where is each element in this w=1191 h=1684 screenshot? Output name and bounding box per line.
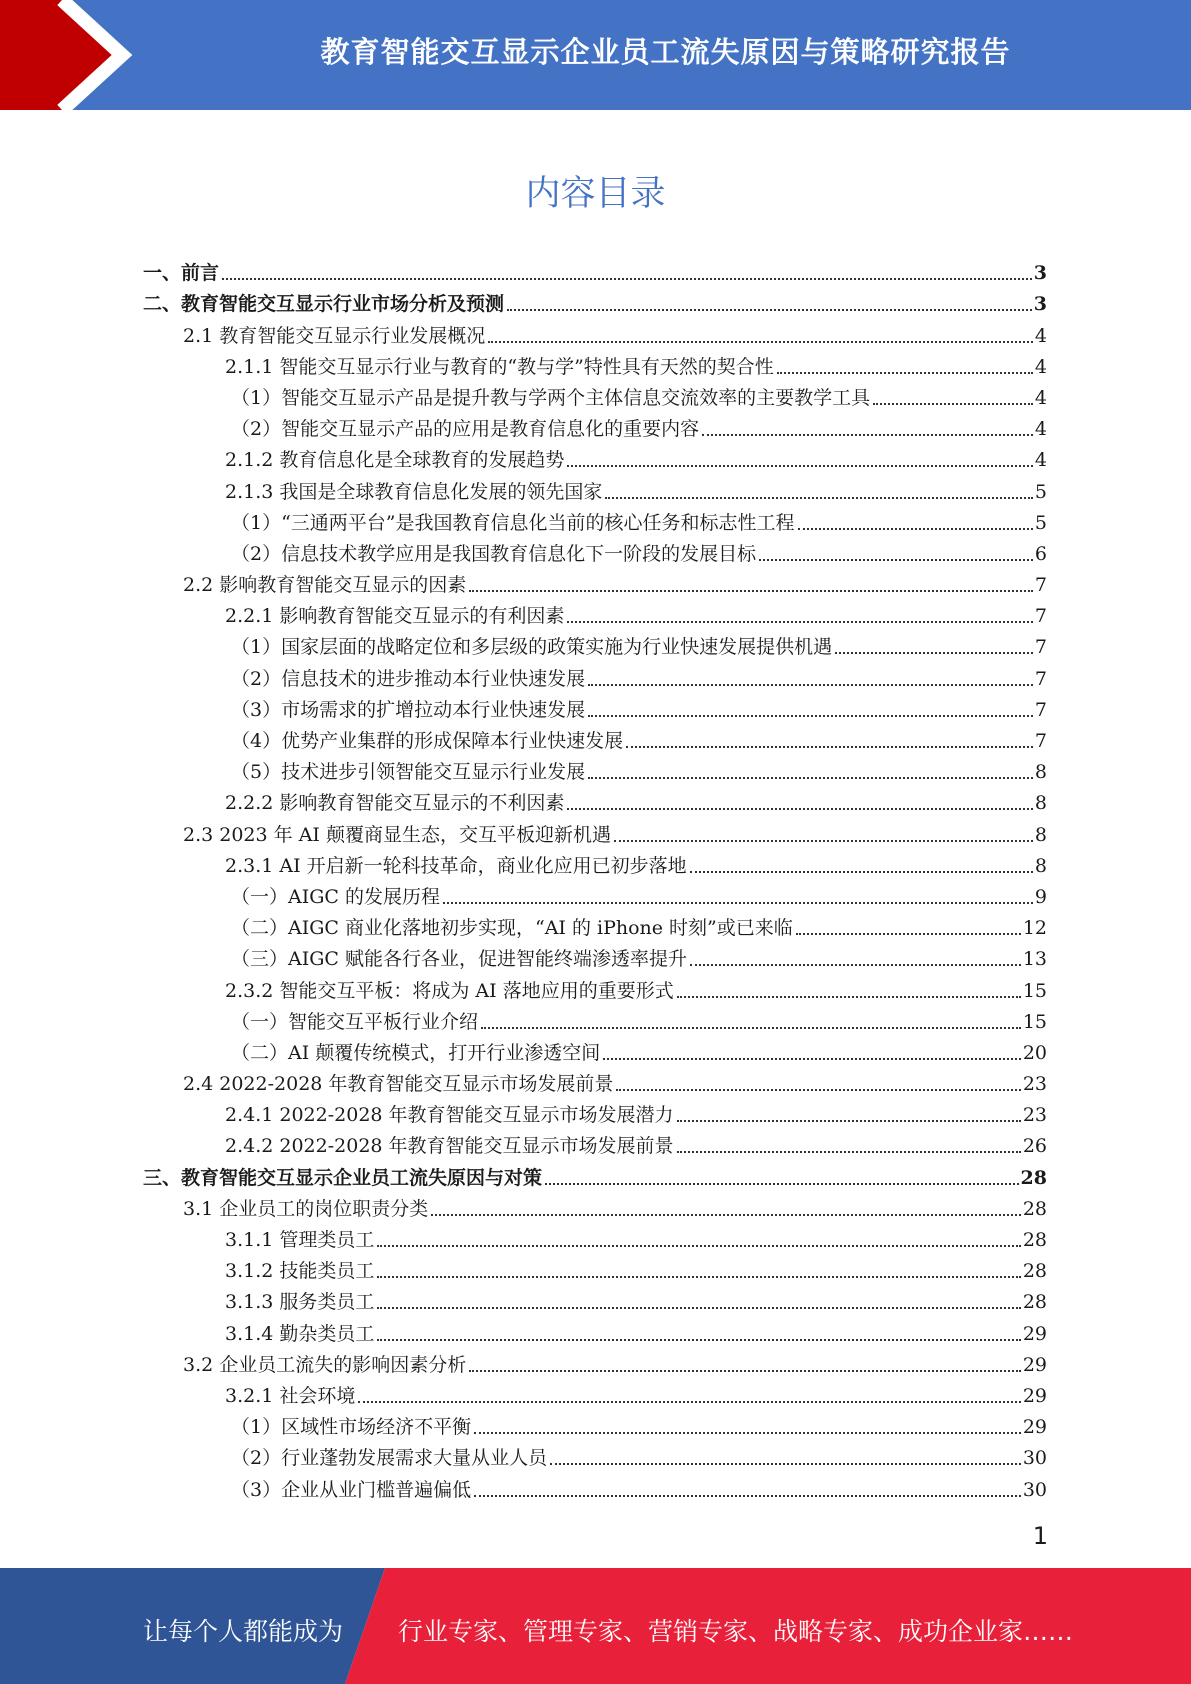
toc-entry-page: 29 <box>1022 1384 1047 1407</box>
dot-leader <box>377 1245 1020 1247</box>
toc-entry-text: 2.1.1 智能交互显示行业与教育的“教与学”特性具有天然的契合性 <box>225 355 774 378</box>
toc-entry[interactable] <box>143 628 1047 659</box>
toc-entry-text: 3.1.1 管理类员工 <box>225 1229 375 1251</box>
toc-entry[interactable] <box>143 847 1047 878</box>
toc-entry-page: 7 <box>1034 667 1047 690</box>
toc-entry[interactable] <box>143 348 1047 379</box>
toc-entry-page: 4 <box>1034 386 1047 409</box>
toc-entry-text: （一）AIGC 的发展历程 <box>231 885 440 908</box>
toc-entry-page: 23 <box>1022 1073 1047 1096</box>
dot-leader <box>469 590 1033 592</box>
toc-entry[interactable] <box>143 316 1047 347</box>
toc-entry-text: （2）信息技术教学应用是我国教育信息化下一阶段的发展目标 <box>231 542 757 565</box>
dot-leader <box>377 1307 1020 1309</box>
dot-leader <box>796 933 1021 935</box>
dot-leader <box>567 621 1033 623</box>
dot-leader <box>588 684 1033 686</box>
toc-entry-page: 13 <box>1022 948 1047 971</box>
toc-entry[interactable] <box>143 1003 1047 1034</box>
toc-entry-text: （1）区域性市场经济不平衡 <box>231 1416 472 1439</box>
toc-entry[interactable] <box>143 722 1047 753</box>
toc-entry[interactable] <box>143 441 1047 472</box>
toc-entry-page: 8 <box>1034 792 1047 815</box>
toc-entry[interactable] <box>143 1158 1047 1189</box>
dot-leader <box>614 840 1033 842</box>
dot-leader <box>358 1401 1020 1403</box>
toc-entry-text: （二）AI 颠覆传统模式，打开行业渗透空间 <box>231 1041 601 1064</box>
toc-entry-text: 2.2 影响教育智能交互显示的因素 <box>183 574 467 597</box>
toc-entry[interactable] <box>143 1377 1047 1408</box>
toc-entry-page: 28 <box>1020 1166 1047 1189</box>
toc-entry[interactable] <box>143 1346 1047 1377</box>
red-arrow-shape <box>0 0 125 110</box>
toc-entry-text: 2.1.2 教育信息化是全球教育的发展趋势 <box>225 449 565 472</box>
toc-entry-text: （2）信息技术的进步推动本行业快速发展 <box>231 667 586 690</box>
toc-entry-text: （2）智能交互显示产品的应用是教育信息化的重要内容 <box>231 418 700 441</box>
toc-entry-page: 7 <box>1034 730 1047 752</box>
dot-leader <box>377 1339 1020 1341</box>
dot-leader <box>605 497 1033 499</box>
toc-entry-text: （3）市场需求的扩增拉动本行业快速发展 <box>231 698 586 721</box>
toc-entry-page: 6 <box>1034 542 1047 565</box>
toc-entry[interactable] <box>143 566 1047 597</box>
toc-entry-page: 29 <box>1022 1353 1047 1376</box>
toc-entry-text: 一、前言 <box>143 262 220 285</box>
toc-entry-text: （4）优势产业集群的形成保障本行业快速发展 <box>231 730 624 752</box>
toc-entry[interactable] <box>143 1470 1047 1501</box>
table-of-contents <box>143 254 1047 1502</box>
dot-leader <box>616 1089 1020 1091</box>
toc-entry-text: 3.1.2 技能类员工 <box>225 1260 375 1283</box>
toc-entry-text: （三）AIGC 赋能各行各业，促进智能终端渗透率提升 <box>231 948 687 971</box>
page-number: 1 <box>1032 1522 1048 1550</box>
toc-entry-text: 2.2.2 影响教育智能交互显示的不利因素 <box>225 792 565 815</box>
toc-entry-page: 4 <box>1034 418 1047 441</box>
toc-entry[interactable] <box>143 1096 1047 1127</box>
toc-entry[interactable] <box>143 379 1047 410</box>
toc-entry-page: 4 <box>1034 324 1047 347</box>
dot-leader <box>626 746 1033 748</box>
toc-entry-text: （1）智能交互显示产品是提升教与学两个主体信息交流效率的主要教学工具 <box>231 386 871 409</box>
toc-entry-page: 28 <box>1022 1197 1047 1220</box>
footer-slogan-right: 行业专家、管理专家、营销专家、战略专家、成功企业家…… <box>398 1617 1074 1646</box>
dot-leader <box>677 1151 1021 1153</box>
toc-entry-page: 28 <box>1022 1260 1047 1283</box>
toc-entry-page: 4 <box>1034 449 1047 472</box>
dot-leader <box>777 372 1033 374</box>
toc-entry-text: 二、教育智能交互显示行业市场分析及预测 <box>143 293 505 316</box>
dot-leader <box>588 715 1033 717</box>
toc-entry-page: 28 <box>1022 1291 1047 1314</box>
toc-entry-page: 7 <box>1034 636 1047 659</box>
toc-entry[interactable] <box>143 1439 1047 1470</box>
toc-entry[interactable] <box>143 1408 1047 1439</box>
dot-leader <box>798 528 1033 530</box>
dot-leader <box>377 1276 1020 1278</box>
toc-entry-page: 30 <box>1022 1478 1047 1501</box>
dot-leader <box>545 1183 1019 1185</box>
dot-leader <box>567 808 1033 810</box>
toc-entry-text: （1）“三通两平台”是我国教育信息化当前的核心任务和标志性工程 <box>231 511 795 534</box>
toc-entry-text: 2.3 2023 年 AI 颠覆商显生态，交互平板迎新机遇 <box>183 823 611 846</box>
dot-leader <box>873 403 1033 405</box>
dot-leader <box>702 434 1033 436</box>
dot-leader <box>481 1027 1021 1029</box>
toc-entry[interactable] <box>143 691 1047 722</box>
dot-leader <box>488 341 1033 343</box>
dot-leader <box>443 902 1033 904</box>
toc-entry-text: （2）行业蓬勃发展需求大量从业人员 <box>231 1447 548 1470</box>
toc-entry-text: 3.2.1 社会环境 <box>225 1384 356 1407</box>
toc-entry-text: （二）AIGC 商业化落地初步实现，“AI 的 iPhone 时刻”或已来临 <box>231 917 793 940</box>
toc-entry-text: 2.1.3 我国是全球教育信息化发展的领先国家 <box>225 480 603 503</box>
toc-entry-text: （1）国家层面的战略定位和多层级的政策实施为行业快速发展提供机遇 <box>231 636 833 659</box>
toc-entry-text: 3.1.4 勤杂类员工 <box>225 1322 375 1345</box>
toc-entry-page: 8 <box>1034 854 1047 877</box>
toc-entry-text: 3.2 企业员工流失的影响因素分析 <box>183 1353 467 1376</box>
toc-entry-text: 2.3.2 智能交互平板：将成为 AI 落地应用的重要形式 <box>225 979 674 1002</box>
dot-leader <box>550 1463 1021 1465</box>
toc-entry-page: 23 <box>1022 1104 1047 1127</box>
toc-entry-text: 2.1 教育智能交互显示行业发展概况 <box>183 324 486 347</box>
toc-heading: 内容目录 <box>525 174 666 214</box>
toc-entry-page: 8 <box>1034 823 1047 846</box>
toc-entry[interactable] <box>143 254 1047 285</box>
toc-entry-text: 三、教育智能交互显示企业员工流失原因与对策 <box>143 1166 543 1189</box>
dot-leader <box>567 465 1033 467</box>
toc-entry-page: 26 <box>1022 1135 1047 1158</box>
toc-entry[interactable] <box>143 1034 1047 1065</box>
toc-entry-page: 8 <box>1034 761 1047 784</box>
page-header-band <box>0 0 1191 110</box>
toc-entry[interactable] <box>143 285 1047 316</box>
toc-entry[interactable] <box>143 940 1047 971</box>
toc-entry-text: 2.4 2022-2028 年教育智能交互显示市场发展前景 <box>183 1073 614 1096</box>
toc-entry-text: 2.3.1 AI 开启新一轮科技革命，商业化应用已初步落地 <box>225 854 687 877</box>
dot-leader <box>222 278 1032 280</box>
dot-leader <box>474 1495 1021 1497</box>
toc-entry-text: 2.2.1 影响教育智能交互显示的有利因素 <box>225 605 565 628</box>
toc-entry-page: 12 <box>1022 917 1047 940</box>
toc-entry[interactable] <box>143 815 1047 846</box>
dot-leader <box>835 652 1033 654</box>
toc-entry-text: （一）智能交互平板行业介绍 <box>231 1010 479 1033</box>
toc-entry[interactable] <box>143 878 1047 909</box>
toc-entry-page: 3 <box>1033 293 1047 316</box>
toc-entry-page: 3 <box>1033 262 1047 285</box>
dot-leader <box>690 964 1021 966</box>
red-arrow-logo <box>0 0 150 110</box>
toc-entry[interactable] <box>143 971 1047 1002</box>
dot-leader <box>677 996 1021 998</box>
dot-leader <box>588 777 1033 779</box>
toc-entry[interactable] <box>143 1283 1047 1314</box>
dot-leader <box>469 1370 1021 1372</box>
toc-entry-page: 9 <box>1034 885 1047 908</box>
toc-entry[interactable] <box>143 597 1047 628</box>
toc-entry[interactable] <box>143 784 1047 815</box>
toc-entry[interactable] <box>143 472 1047 503</box>
toc-entry[interactable] <box>143 504 1047 535</box>
toc-entry[interactable] <box>143 1314 1047 1345</box>
toc-entry-page: 5 <box>1034 511 1047 534</box>
toc-entry-text: （3）企业从业门槛普遍偏低 <box>231 1478 472 1501</box>
toc-entry-page: 7 <box>1034 605 1047 628</box>
toc-entry-page: 7 <box>1034 698 1047 721</box>
toc-entry[interactable] <box>143 1190 1047 1221</box>
toc-entry[interactable] <box>143 1065 1047 1096</box>
toc-entry[interactable] <box>143 659 1047 690</box>
toc-entry[interactable] <box>143 1252 1047 1283</box>
toc-entry[interactable] <box>143 410 1047 441</box>
toc-entry-page: 20 <box>1022 1041 1047 1064</box>
toc-entry-page: 15 <box>1022 979 1047 1002</box>
toc-entry-page: 7 <box>1034 574 1047 597</box>
toc-entry-text: （5）技术进步引领智能交互显示行业发展 <box>231 761 586 784</box>
toc-entry-text: 3.1.3 服务类员工 <box>225 1291 375 1314</box>
dot-leader <box>431 1214 1021 1216</box>
toc-entry-page: 29 <box>1022 1322 1047 1345</box>
report-title: 教育智能交互显示企业员工流失原因与策略研究报告 <box>320 35 1011 69</box>
toc-entry[interactable] <box>143 909 1047 940</box>
toc-entry-text: 3.1 企业员工的岗位职责分类 <box>183 1197 429 1220</box>
dot-leader <box>603 1058 1021 1060</box>
dot-leader <box>759 559 1033 561</box>
toc-entry[interactable] <box>143 1221 1047 1252</box>
toc-entry[interactable] <box>143 753 1047 784</box>
toc-entry-page: 5 <box>1034 480 1047 503</box>
dot-leader <box>677 1120 1021 1122</box>
toc-entry-page: 15 <box>1022 1010 1047 1033</box>
toc-entry-page: 29 <box>1022 1416 1047 1439</box>
toc-entry[interactable] <box>143 1127 1047 1158</box>
toc-entry-page: 4 <box>1034 355 1047 378</box>
toc-entry-page: 30 <box>1022 1447 1047 1470</box>
dot-leader <box>474 1432 1021 1434</box>
dot-leader <box>507 309 1032 311</box>
dot-leader <box>690 871 1033 873</box>
toc-entry-page: 28 <box>1022 1229 1047 1251</box>
toc-entry-text: 2.4.1 2022-2028 年教育智能交互显示市场发展潜力 <box>225 1104 674 1127</box>
toc-entry[interactable] <box>143 535 1047 566</box>
footer-slogan-left: 让每个人都能成为 <box>143 1617 344 1646</box>
toc-entry-text: 2.4.2 2022-2028 年教育智能交互显示市场发展前景 <box>225 1135 674 1158</box>
